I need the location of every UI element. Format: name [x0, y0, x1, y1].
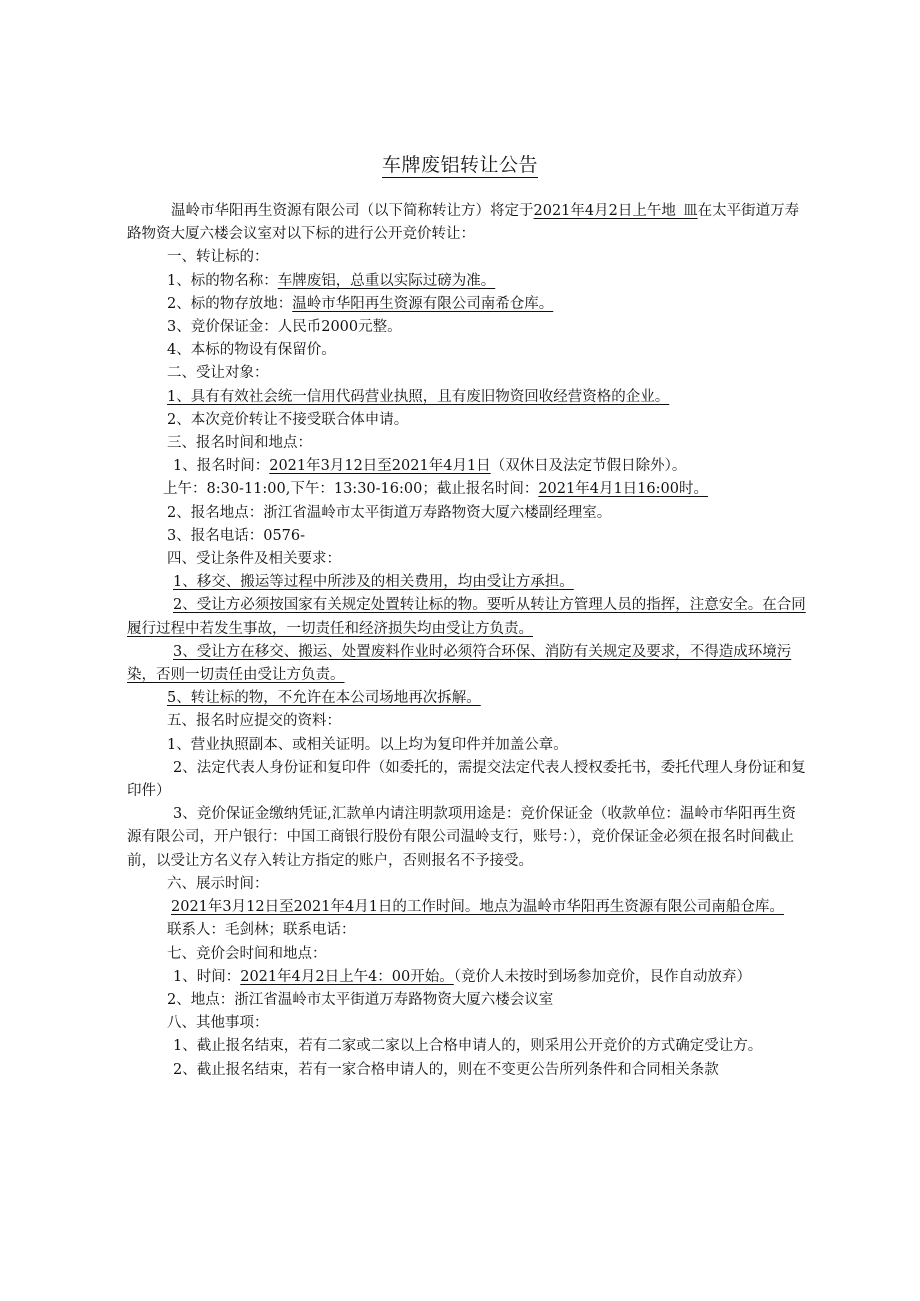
section-3-time: 1、报名时间：2021年3月12日至2021年4月1日（双休日及法定节假日除外）。 [173, 458, 687, 475]
section-1-item-3: 3、竞价保证金：人民币2000元整。 [167, 319, 402, 336]
section-5-heading: 五、报名时应提交的资料： [167, 713, 341, 730]
section-1-heading: 一、转让标的： [167, 249, 269, 266]
section-6-heading: 六、展示时间： [167, 875, 269, 892]
section-4-item-3: 3、受让方在移交、搬运、处置废料作业时必须符合环保、消防有关规定及要求，不得造成环境污染，否则一切责任由受让方负责。 [127, 643, 792, 684]
section-3-place: 2、报名地点：浙江省温岭市太平街道万寿路物资大厦六楼副经理室。 [167, 504, 612, 521]
section-5-item-2: 2、法定代表人身份证和复印件（如委托的，需提交法定代表人授权委托书，委托代理人身份证和复印件） [127, 759, 806, 800]
section-1-item-2: 2、标的物存放地：温岭市华阳再生资源有限公司南希仓库。 [167, 295, 554, 312]
section-8-heading: 八、其他事项： [167, 1015, 269, 1032]
section-4-item-1: 1、移交、搬运等过程中所涉及的相关费用，均由受让方承担。 [173, 574, 574, 591]
section-4-item-5: 5、转让标的物，不允许在本公司场地再次拆解。 [167, 690, 481, 707]
section-6-text: 2021年3月12日至2021年4月1日的工作时间。地点为温岭市华阳再生资源有限公司南船仓库。 [171, 899, 784, 916]
section-3-phone: 3、报名电话：0576- [167, 527, 306, 544]
section-6-contact: 联系人：毛剑林；联系电话： [167, 922, 356, 939]
section-5-item-1: 1、营业执照副本、或相关证明。以上均为复印件并加盖公章。 [167, 736, 568, 753]
section-2-item-1: 1、具有有效社会统一信用代码营业执照，且有废旧物资回收经营资格的企业。 [167, 388, 670, 405]
section-8-item-2: 2、截止报名结束，若有一家合格申请人的，则在不变更公告所列条件和合同相关条款 [173, 1061, 719, 1078]
section-3-hours: 上午：8:30-11:00,下午：13:30-16:00；截止报名时间：2021年4月1日16:00时。 [163, 481, 708, 498]
section-1-item-4: 4、本标的物设有保留价。 [167, 342, 336, 359]
section-2-item-2: 2、本次竞价转让不接受联合体申请。 [167, 411, 409, 428]
section-7-heading: 七、竞价会时间和地点： [167, 945, 327, 962]
section-7-place: 2、地点：浙江省温岭市太平街道万寿路物资大厦六楼会议室 [167, 991, 554, 1008]
intro-paragraph: 温岭市华阳再生资源有限公司（以下简称转让方）将定于2021年4月2日上午地_皿在太平街道万寿路物资大厦六楼会议室对以下标的进行公开竞价转让： [127, 203, 800, 243]
section-4-heading: 四、受让条件及相关要求： [167, 551, 341, 568]
section-4-item-2: 2、受让方必须按国家有关规定处置转让标的物。要听从转让方管理人员的指挥，注意安全。在合同履行过程中若发生事故，一切责任和经济损失均由受让方负责。 [127, 597, 806, 637]
section-5-item-3: 3、竞价保证金缴纳凭证,汇款单内请注明款项用途是：竞价保证金（收款单位：温岭市华阳再生资源有限公司，开户银行：中国工商银行股份有限公司温岭支行，账号：），竞价保证金必须在报名时间截止前，以受让方名义存入转让方指定的账户，否则报名不予接受。 [127, 806, 796, 869]
section-2-heading: 二、受让对象： [167, 365, 269, 382]
section-8-item-1: 1、截止报名结束，若有二家或二家以上合格申请人的，则采用公开竞价的方式确定受让方。 [173, 1038, 763, 1055]
document-title: 车牌废铝转让公告 [381, 154, 538, 176]
section-7-time: 1、时间：2021年4月2日上午4：00开始。（竞价人未按时到场参加竞价，艮作自动放弃） [173, 968, 752, 985]
section-3-heading: 三、报名时间和地点： [167, 435, 312, 452]
section-1-item-1: 1、标的物名称：车牌废铝，总重以实际过磅为准。 [167, 272, 496, 289]
document-body [127, 200, 807, 1082]
